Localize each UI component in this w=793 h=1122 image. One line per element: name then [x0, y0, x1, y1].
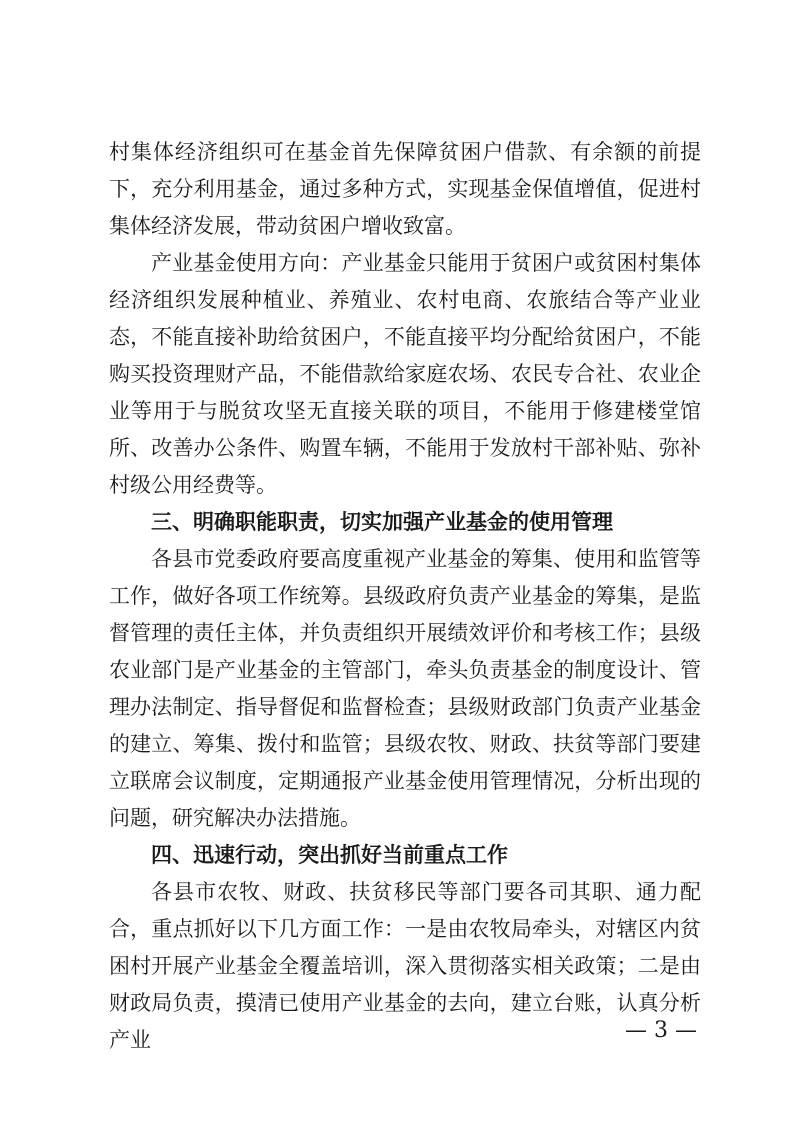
body-paragraph-fund-usage: 产业基金使用方向：产业基金只能用于贫困户或贫困村集体经济组织发展种植业、养殖业、农村电商、农旅结合等产业业态，不能直接补助给贫困户，不能直接平均分配给贫困户，不能购买投资理财产品，不能借款给家庭农场、农民专合社、农业企业等用于与脱贫攻坚无直接关联的项目，不能用于修建楼堂馆所、改善办公条件、购置车辆，不能用于发放村干部补贴、弥补村级公用经费等。 [109, 251, 701, 497]
document-body [109, 134, 701, 1059]
body-paragraph-continued: 村集体经济组织可在基金首先保障贫困户借款、有余额的前提下，充分利用基金，通过多种方式，实现基金保值增值，促进村集体经济发展，带动贫困户增收致富。 [109, 140, 701, 238]
section-heading-3: 三、明确职能职责，切实加强产业基金的使用管理 [151, 510, 613, 534]
body-paragraph-section-3: 各县市党委政府要高度重视产业基金的筹集、使用和监管等工作，做好各项工作统筹。县级政府负责产业基金的筹集，是监督管理的责任主体，并负责组织开展绩效评价和考核工作；县级农业部门是产业基金的主管部门，牵头负责基金的制度设计、管理办法制定、指导督促和监督检查；县级财政部门负责产业基金的建立、筹集、拨付和监管；县级农牧、财政、扶贫等部门要建立联席会议制度，定期通报产业基金使用管理情况，分析出现的问题，研究解决办法措施。 [109, 547, 701, 830]
page-number: — 3 — [625, 1018, 697, 1043]
section-heading-4: 四、迅速行动，突出抓好当前重点工作 [151, 843, 508, 867]
body-paragraph-section-4: 各县市农牧、财政、扶贫移民等部门要各司其职、通力配合，重点抓好以下几方面工作：一是由农牧局牵头，对辖区内贫困村开展产业基金全覆盖培训，深入贯彻落实相关政策；二是由财政局负责，摸清已使用产业基金的去向，建立台账，认真分析产业 [109, 880, 701, 1052]
